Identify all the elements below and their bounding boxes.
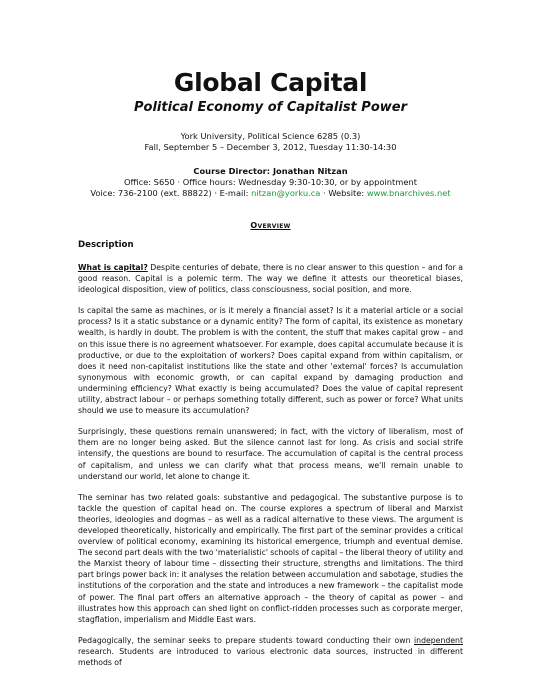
website-prefix: · Website: — [320, 188, 367, 198]
schedule-line: Fall, September 5 – December 3, 2012, Tuesday 11:30-14:30 — [144, 142, 397, 152]
lead-question: What is capital? — [78, 263, 148, 272]
course-line: York University, Political Science 6285 (0.3) — [180, 131, 361, 141]
office-line: Office: S650 · Office hours: Wednesday 9:30-10:30, or by appointment — [124, 177, 417, 187]
overview-heading: Overview — [250, 221, 291, 230]
paragraph-5 — [78, 635, 463, 668]
paragraph-1 — [78, 262, 463, 295]
contact-line — [78, 188, 463, 199]
course-subtitle: Political Economy of Capitalist Power — [133, 100, 407, 115]
email-link[interactable]: nitzan@yorku.ca — [251, 188, 321, 198]
director-line: Course Director: Jonathan Nitzan — [193, 166, 348, 176]
paragraph-4: The seminar has two related goals: substantive and pedagogical. The substantive purpose is to tackle the question of capital head on. The course explores a spectrum of liberal and Marxist theories, ideologies and dogmas – as well as a radical alternative to these views. The argument is developed theoretically, historically and empirically. The first part of the seminar provides a critical overview of political economy, examining its historical emergence, triumph and eventual demise. The second part deals with the two 'materialistic' schools of capital – the liberal theory of utility and the Marxist theory of labour time – dissecting their structure, strengths and limitations. The third part brings power back in: it analyses the relation between accumulation and sabotage, studies the institutions of the corporation and the state and introduces a new framework – the capitalist mode of power. The final part offers an alternative approach – the theory of capital as power – and illustrates how this approach can shed light on conflict-ridden processes such as corporate merger, stagflation, imperialism and Middle East wars. — [78, 492, 463, 624]
paragraph-2: Is capital the same as machines, or is it merely a financial asset? Is it a material article or a social process? Is it a static substance or a dynamic entity? The form of capital, its existence as monetary wealth, is hardly in doubt. The problem is with the content, the stuff that makes capital grow – and on this issue there is no agreement whatsoever. For example, does capital accumulate because it is productive, or due to the exploitation of workers? Does capital expand from within capitalism, or does it need non-capitalist institutions like the state and other 'external' forces? Is accumulation synonymous with economic growth, or can capital expand by damaging production and undermining efficiency? What exactly is being accumulated? Does the value of capital represent utility, abstract labour – or perhaps something totally different, such as power or force? What units should we use to measure its accumulation? — [78, 306, 463, 416]
course-info — [78, 131, 463, 153]
voice-text: Voice: 736-2100 (ext. 88822) · E-mail: — [90, 188, 252, 198]
website-link[interactable]: www.bnarchives.net — [366, 188, 451, 198]
course-title: Global Capital — [173, 68, 368, 97]
independent-emphasis: independent — [414, 635, 463, 645]
director-info — [78, 166, 463, 199]
paragraph-3: Surprisingly, these questions remain unanswered; in fact, with the victory of liberalism, most of them are no longer being asked. But the silence cannot last for long. As crisis and social strife intensify, the questions are bound to resurface. The accumulation of capital is the central process of capitalism, and unless we can clarify what that process means, we'll remain unable to understand our world, let alone to change it. — [78, 427, 463, 481]
paragraph-5-text-a: Pedagogically, the seminar seeks to prepare students toward conducting their own — [78, 635, 414, 645]
paragraph-5-text-b: research. Students are introduced to various electronic data sources, instructed in different methods of — [78, 646, 463, 667]
description-heading: Description — [78, 240, 134, 250]
paragraph-1-text: Despite centuries of debate, there is no clear answer to this question – and for a good reason. Capital is a polemic term. The way we define it attests our theoretical biases, ideological disposition, view of politics, class consciousness, social position, and more. — [78, 263, 463, 295]
